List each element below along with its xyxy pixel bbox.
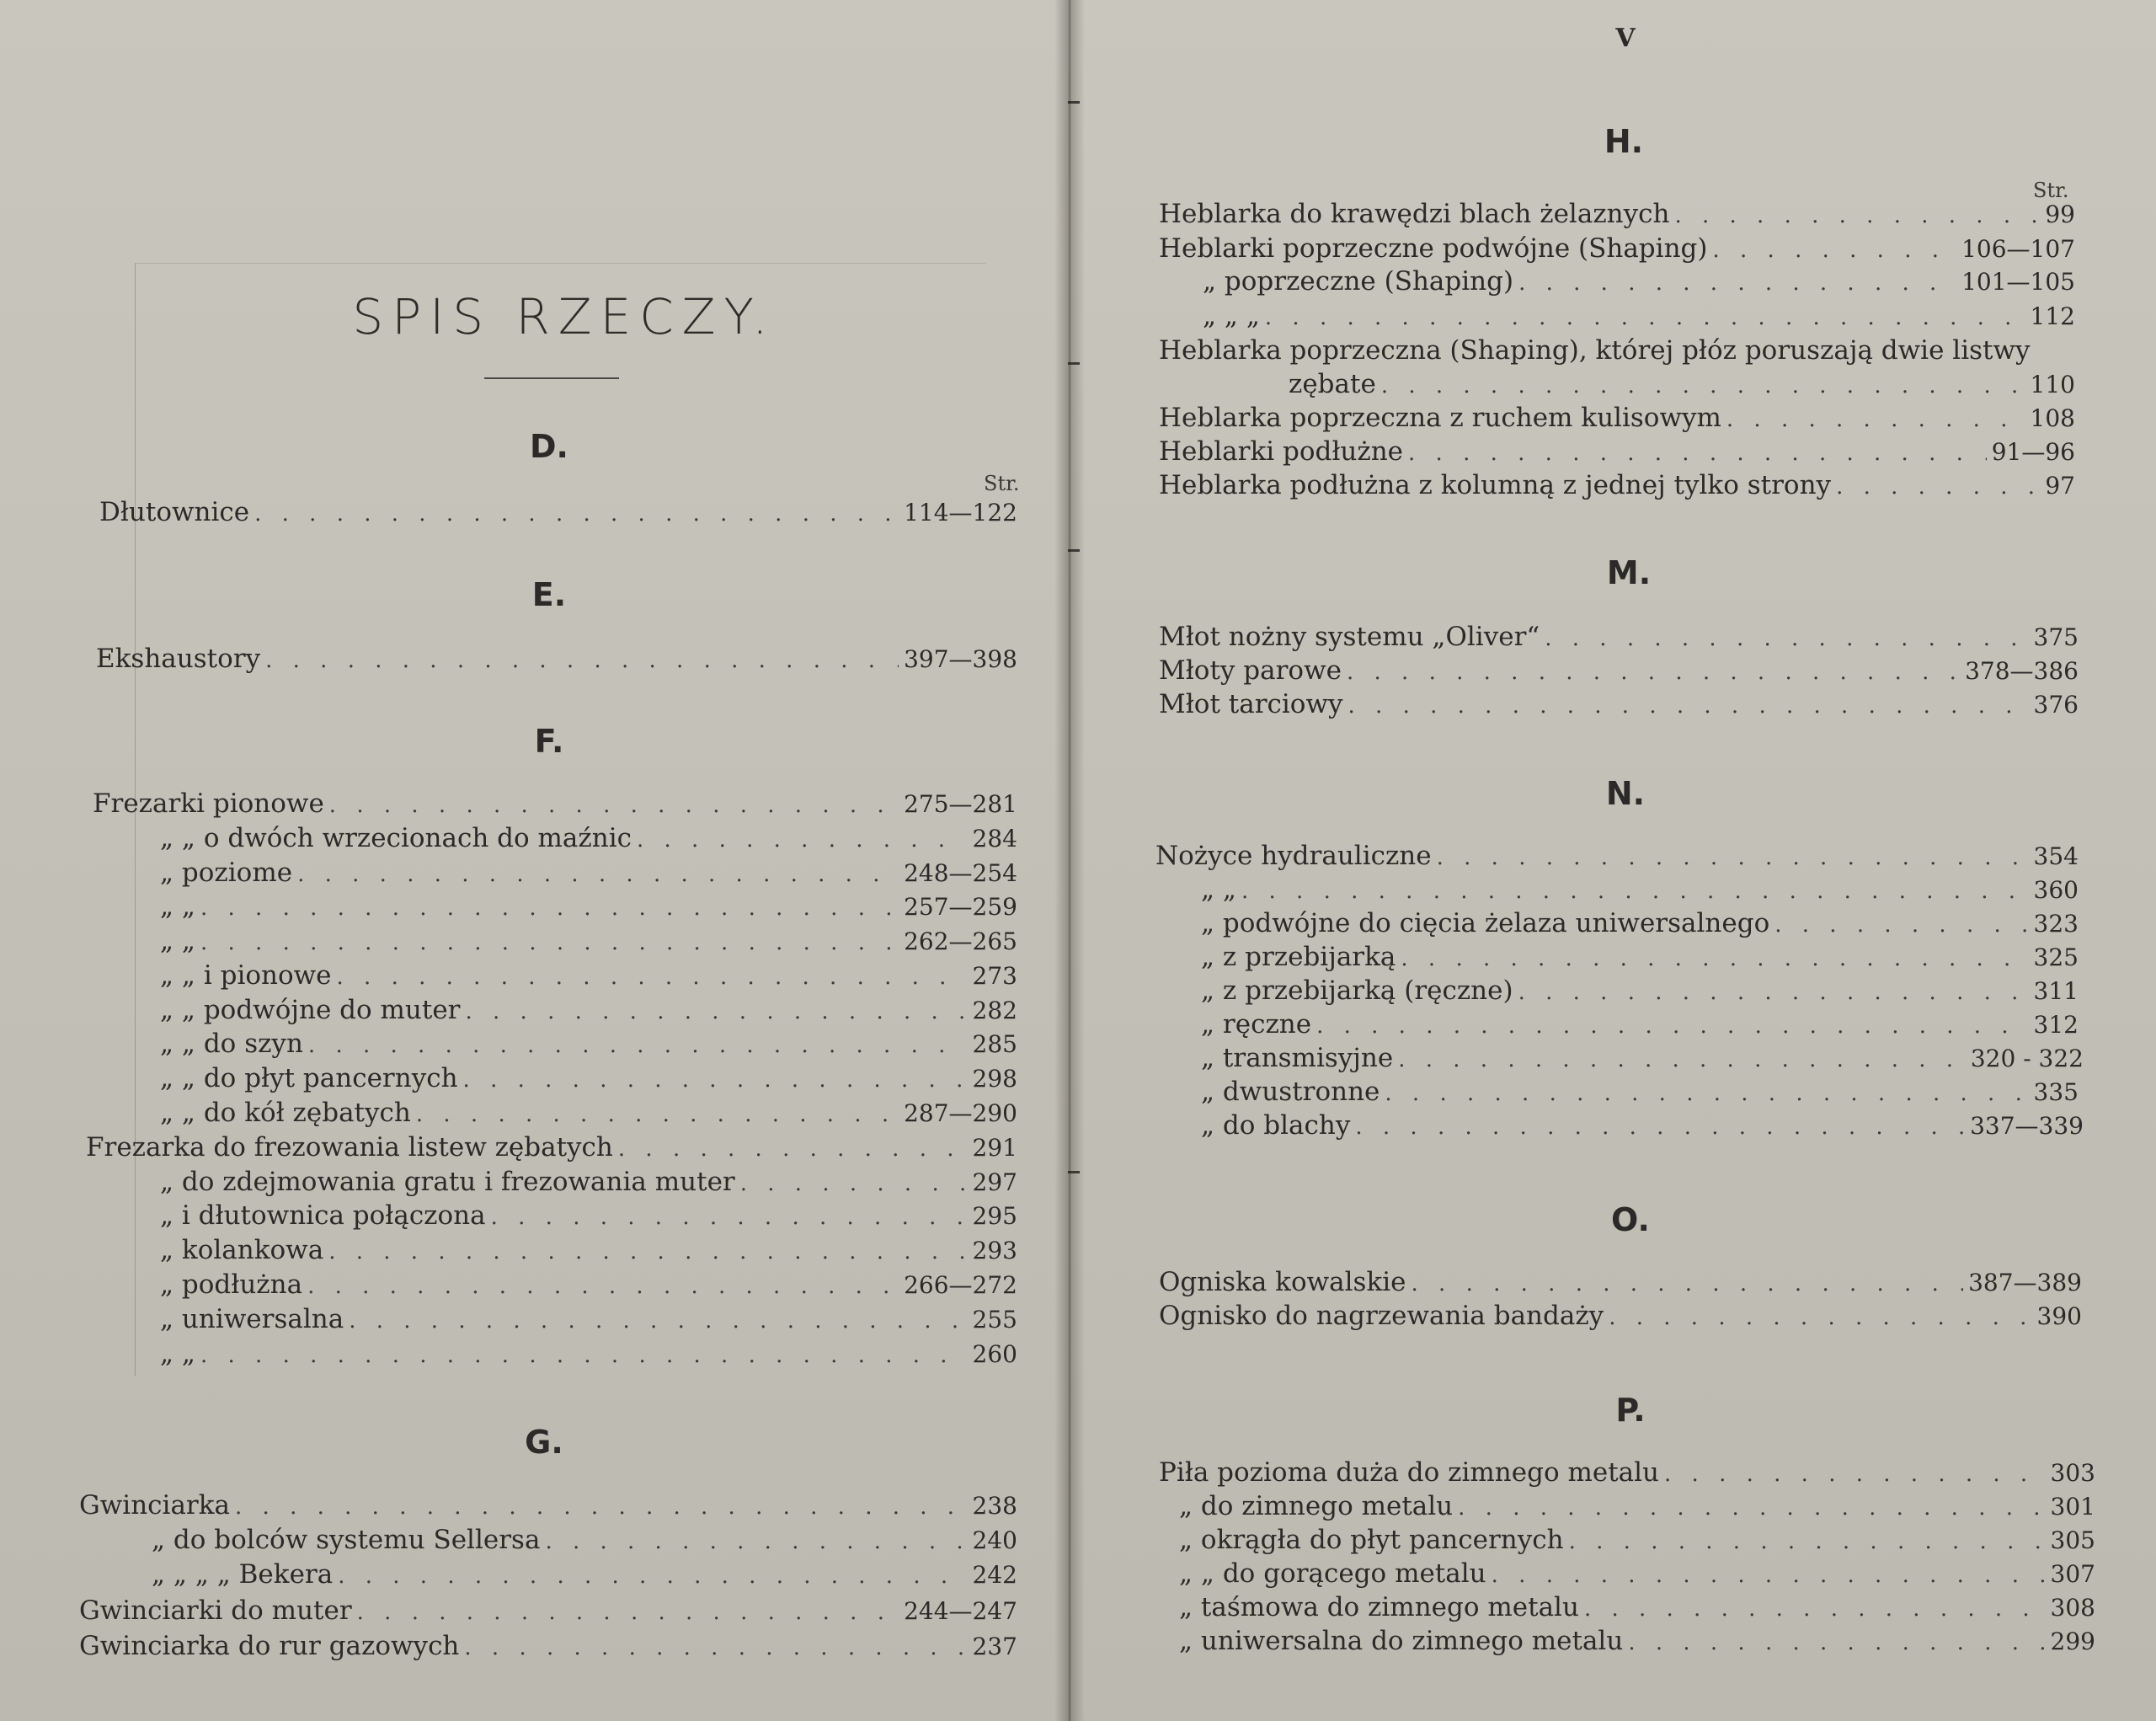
entry-label: Gwinciarka do rur gazowych	[79, 1631, 460, 1661]
entry-label: „ „ „ „ Bekera	[152, 1559, 334, 1590]
entry-page: 275—281	[904, 790, 1017, 818]
section-heading-p: P.	[1615, 1392, 1646, 1429]
entry-label: Gwinciarka	[79, 1490, 231, 1521]
leader-dots	[1347, 655, 1960, 689]
entry-label: „ transmisyjne	[1201, 1043, 1394, 1073]
entry-page: 282	[972, 997, 1017, 1024]
entry-label: „ „ „	[1203, 301, 1260, 331]
entry-label: „ do zimnego metalu	[1179, 1491, 1454, 1521]
toc-entry	[1155, 839, 2079, 873]
leader-dots	[200, 926, 899, 959]
entry-page: 240	[972, 1526, 1017, 1554]
leader-dots	[466, 995, 968, 1029]
entry-label: „ „ do gorącego metalu	[1179, 1558, 1486, 1589]
toc-entry	[1203, 299, 2075, 333]
toc-entry	[1159, 1456, 2095, 1489]
toc-entry	[1179, 1624, 2095, 1658]
entry-label: Heblarka podłużna z kolumną z jednej tylko strony	[1159, 470, 1832, 500]
section-heading-g: G.	[525, 1424, 563, 1461]
toc-entry	[160, 890, 1017, 923]
leader-dots	[307, 1269, 899, 1303]
entry-label: Ognisko do nagrzewania bandaży	[1159, 1301, 1604, 1331]
entry-label: „ poprzeczne (Shaping)	[1203, 266, 1514, 297]
str-label: Str.	[984, 472, 1020, 495]
toc-entry	[160, 1027, 1017, 1061]
toc-entry	[1201, 1109, 2084, 1142]
entry-page: 255	[972, 1306, 1017, 1334]
entry-page: 112	[2030, 302, 2075, 330]
entry-page: 273	[972, 962, 1017, 990]
toc-entry	[1201, 974, 2079, 1007]
leader-dots	[265, 644, 899, 677]
entry-page: 106—107	[1961, 235, 2075, 263]
entry-page: 248—254	[904, 859, 1017, 887]
page-number: V	[1615, 24, 1636, 53]
toc-entry	[160, 856, 1017, 890]
leader-dots	[1712, 233, 1956, 267]
entry-page: 262—265	[904, 927, 1017, 955]
toc-entry	[96, 642, 1017, 676]
entry-page: 301	[2050, 1493, 2095, 1521]
entry-label: „ ręczne	[1201, 1009, 1312, 1040]
entry-page: 337—339	[1970, 1112, 2084, 1140]
leader-dots	[337, 960, 968, 994]
leader-dots	[740, 1167, 968, 1200]
entry-label: „ „ o dwóch wrzecionach do maźnic	[160, 823, 632, 853]
entry-page: 299	[2050, 1627, 2095, 1655]
entry-label: „ do zdejmowania gratu i frezowania muter	[160, 1167, 735, 1197]
section-heading-o: O.	[1611, 1201, 1650, 1238]
entry-page: 360	[2033, 876, 2079, 904]
book-gutter	[1054, 0, 1085, 1721]
toc-entry	[1159, 620, 2079, 654]
entry-page: 335	[2033, 1078, 2079, 1106]
toc-entry	[1159, 435, 2075, 468]
toc-entry	[79, 1629, 1017, 1663]
entry-label: „ „ podwójne do muter	[160, 995, 461, 1025]
entry-label: zębate	[1289, 369, 1376, 399]
toc-entry	[152, 1523, 1017, 1557]
toc-entry	[1159, 1265, 2082, 1299]
section-heading-d: D.	[530, 428, 568, 465]
entry-label: Młot nożny systemu „Oliver“	[1159, 622, 1540, 652]
entry-label: Nożyce hydrauliczne	[1155, 841, 1432, 871]
entry-label: Piła pozioma duża do zimnego metalu	[1159, 1457, 1660, 1488]
entry-page: 244—247	[904, 1597, 1017, 1625]
toc-entry	[160, 1096, 1017, 1130]
leader-dots	[464, 1631, 967, 1665]
leader-dots	[416, 1098, 899, 1131]
leader-dots	[349, 1304, 967, 1338]
entry-page: 91—96	[1991, 438, 2075, 466]
toc-entry	[1159, 468, 2075, 502]
entry-page: 284	[972, 825, 1017, 852]
leader-dots	[200, 1339, 968, 1372]
entry-label: „ „ do szyn	[160, 1029, 303, 1059]
entry-page: 266—272	[904, 1271, 1017, 1299]
entry-page: 325	[2033, 943, 2079, 971]
entry-label: „ i dłutownica połączona	[160, 1200, 486, 1231]
leader-dots	[1381, 369, 2025, 403]
toc-entry	[1159, 1299, 2082, 1333]
entry-label: „ do blachy	[1201, 1110, 1351, 1141]
leader-dots	[1241, 874, 2029, 908]
entry-page: 312	[2033, 1011, 2079, 1039]
left-page	[0, 0, 1068, 1721]
toc-entry	[152, 1558, 1017, 1591]
entry-page: 390	[2036, 1302, 2082, 1330]
toc-entry	[160, 993, 1017, 1027]
toc-entry	[160, 1199, 1017, 1232]
entry-label: „ uniwersalna	[160, 1304, 344, 1334]
entry-label: „ uniwersalna do zimnego metalu	[1179, 1626, 1624, 1656]
entry-page: 238	[972, 1492, 1017, 1520]
toc-entry	[1201, 906, 2079, 940]
leader-dots	[328, 1235, 967, 1269]
entry-label: Młot tarciowy	[1159, 689, 1343, 719]
toc-entry	[99, 495, 1017, 529]
entry-page: 285	[972, 1030, 1017, 1058]
leader-dots	[200, 891, 899, 925]
toc-entry	[1201, 1007, 2079, 1041]
entry-page: 97	[2045, 472, 2075, 500]
leader-dots	[338, 1559, 967, 1593]
entry-page: 305	[2050, 1526, 2095, 1554]
toc-entry	[1201, 1075, 2079, 1109]
leader-dots	[1412, 1267, 1964, 1301]
str-label: Str.	[2033, 179, 2069, 202]
entry-label: „ „	[160, 926, 195, 956]
entry-label: „ poziome	[160, 858, 293, 888]
entry-page: 311	[2033, 977, 2079, 1005]
entry-label: Młoty parowe	[1159, 655, 1342, 686]
leader-dots	[297, 858, 899, 891]
leader-dots	[618, 1132, 968, 1166]
entry-label: „ „	[160, 1339, 195, 1369]
leader-dots	[1265, 301, 2025, 334]
toc-entry	[160, 1302, 1017, 1336]
entry-label: „ podwójne do cięcia żelaza uniwersalnego	[1201, 908, 1770, 938]
toc-entry	[79, 1594, 1017, 1627]
toc-entry	[1201, 1041, 2084, 1075]
leader-dots	[1348, 689, 2029, 723]
toc-entry	[1179, 1523, 2095, 1557]
leader-dots	[1726, 403, 2025, 436]
entry-page: 303	[2050, 1459, 2095, 1487]
leader-dots	[1569, 1525, 2046, 1558]
entry-label: Heblarki poprzeczne podwójne (Shaping)	[1159, 233, 1708, 264]
entry-page: 354	[2033, 842, 2079, 870]
toc-entry	[79, 1489, 1017, 1522]
entry-label: „ „ do płyt pancernych	[160, 1063, 458, 1093]
leader-dots	[1437, 841, 2029, 874]
entry-page: 308	[2050, 1594, 2095, 1622]
leader-dots	[1458, 1491, 2045, 1525]
entry-page: 99	[2045, 200, 2075, 228]
leader-dots	[357, 1595, 899, 1629]
entry-page: 260	[972, 1340, 1017, 1368]
leader-dots	[329, 788, 899, 822]
leader-dots	[1492, 1558, 2046, 1592]
entry-page: 101—105	[1961, 268, 2075, 296]
section-heading-f: F.	[534, 723, 564, 760]
leader-dots	[1664, 1457, 2046, 1491]
entry-page: 323	[2033, 910, 2079, 938]
toc-entry	[160, 924, 1017, 958]
entry-label: Heblarki podłużne	[1159, 436, 1404, 467]
entry-page: 293	[972, 1237, 1017, 1264]
entry-label: „ taśmowa do zimnego metalu	[1179, 1592, 1579, 1622]
entry-page: 307	[2050, 1560, 2095, 1588]
leader-dots	[491, 1200, 968, 1234]
entry-label: Gwinciarki do muter	[79, 1595, 352, 1626]
leader-dots	[1774, 908, 2028, 942]
leader-dots	[1836, 470, 2040, 504]
entry-label: Frezarki pionowe	[93, 788, 324, 819]
section-heading-m: M.	[1606, 554, 1652, 591]
entry-label: Heblarka do krawędzi blach żelaznych	[1159, 199, 1670, 229]
entry-page: 242	[972, 1561, 1017, 1589]
entry-page: 108	[2030, 404, 2075, 432]
entry-page: 320 - 322	[1970, 1045, 2084, 1072]
entry-label: „ „ do kół zębatych	[160, 1098, 411, 1128]
leader-dots	[1628, 1626, 2045, 1660]
leader-dots	[1518, 975, 2029, 1009]
leader-dots	[1385, 1077, 2028, 1110]
leader-dots	[235, 1490, 968, 1524]
leader-dots	[1674, 199, 2040, 232]
toc-entry	[160, 1233, 1017, 1267]
entry-label: „ podłużna	[160, 1269, 303, 1300]
entry-page: 257—259	[904, 893, 1017, 921]
toc-entry	[1201, 940, 2079, 974]
toc-entry	[160, 821, 1017, 855]
section-heading-h: H.	[1604, 123, 1644, 160]
leader-dots	[1545, 622, 2028, 655]
toc-entry	[1179, 1590, 2095, 1624]
toc-entry	[1179, 1489, 2095, 1523]
entry-label: „ „	[160, 891, 195, 922]
toc-entry	[86, 1130, 1017, 1164]
toc-entry	[1201, 873, 2079, 906]
entry-label: Dłutownice	[99, 497, 250, 527]
entry-page: 376	[2033, 691, 2079, 719]
toc-entry	[1289, 367, 2075, 401]
entry-label: Heblarka poprzeczna z ruchem kulisowym	[1159, 403, 1721, 433]
entry-label: Ekshaustory	[96, 644, 261, 674]
section-heading-e: E.	[531, 576, 567, 613]
entry-page: 297	[972, 1168, 1017, 1196]
entry-page: 291	[972, 1134, 1017, 1162]
toc-entry	[1159, 687, 2079, 721]
entry-page: 387—389	[1968, 1269, 2082, 1296]
leader-dots	[1401, 942, 2028, 975]
toc-entry	[160, 1337, 1017, 1371]
toc-entry	[93, 787, 1017, 820]
leader-dots	[1398, 1043, 1966, 1077]
leader-dots	[254, 497, 899, 531]
entry-label: „ „ i pionowe	[160, 960, 332, 991]
section-heading-n: N.	[1605, 775, 1646, 812]
leader-dots	[1316, 1009, 2028, 1043]
leader-dots	[1518, 266, 1956, 300]
toc-entry	[1159, 232, 2075, 265]
entry-label: „ „	[1201, 874, 1236, 905]
leader-dots	[637, 823, 968, 857]
toc-entry	[1159, 401, 2075, 435]
leader-dots	[545, 1525, 967, 1558]
leader-dots	[463, 1063, 968, 1097]
toc-entry	[1159, 197, 2075, 231]
entry-label: Ogniska kowalskie	[1159, 1267, 1406, 1297]
entry-label: „ do bolców systemu Sellersa	[152, 1525, 541, 1555]
entry-page: 114—122	[904, 499, 1017, 526]
entry-page: 237	[972, 1633, 1017, 1660]
page-title: SPIS RZECZY.	[352, 288, 776, 345]
entry-page: 375	[2033, 623, 2079, 651]
entry-label: „ kolankowa	[160, 1235, 324, 1265]
entry-page: 378—386	[1965, 657, 2079, 685]
entry-label: „ okrągła do płyt pancernych	[1179, 1525, 1564, 1555]
entry-page: 110	[2030, 371, 2075, 398]
entry-label: „ z przebijarką	[1201, 942, 1396, 972]
toc-entry	[1203, 265, 2075, 298]
leader-dots	[308, 1029, 968, 1062]
toc-entry	[160, 959, 1017, 992]
entry-page: 298	[972, 1065, 1017, 1093]
toc-entry-text: Heblarka poprzeczna (Shaping), której płóz poruszają dwie listwy	[1159, 335, 2031, 366]
toc-entry	[160, 1165, 1017, 1199]
toc-entry	[1159, 654, 2079, 687]
title-rule	[484, 377, 619, 379]
leader-dots	[1584, 1592, 2046, 1626]
entry-label: Frezarka do frezowania listew zębatych	[86, 1132, 613, 1162]
entry-page: 397—398	[904, 645, 1017, 673]
entry-label: „ z przebijarką (ręczne)	[1201, 975, 1513, 1006]
leader-dots	[1408, 436, 1987, 470]
leader-dots	[1609, 1301, 2031, 1334]
toc-entry	[160, 1061, 1017, 1095]
entry-page: 295	[972, 1202, 1017, 1230]
toc-entry	[160, 1268, 1017, 1301]
leader-dots	[1355, 1110, 1965, 1144]
entry-page: 287—290	[904, 1099, 1017, 1127]
toc-entry	[1179, 1557, 2095, 1590]
entry-label: „ dwustronne	[1201, 1077, 1380, 1107]
